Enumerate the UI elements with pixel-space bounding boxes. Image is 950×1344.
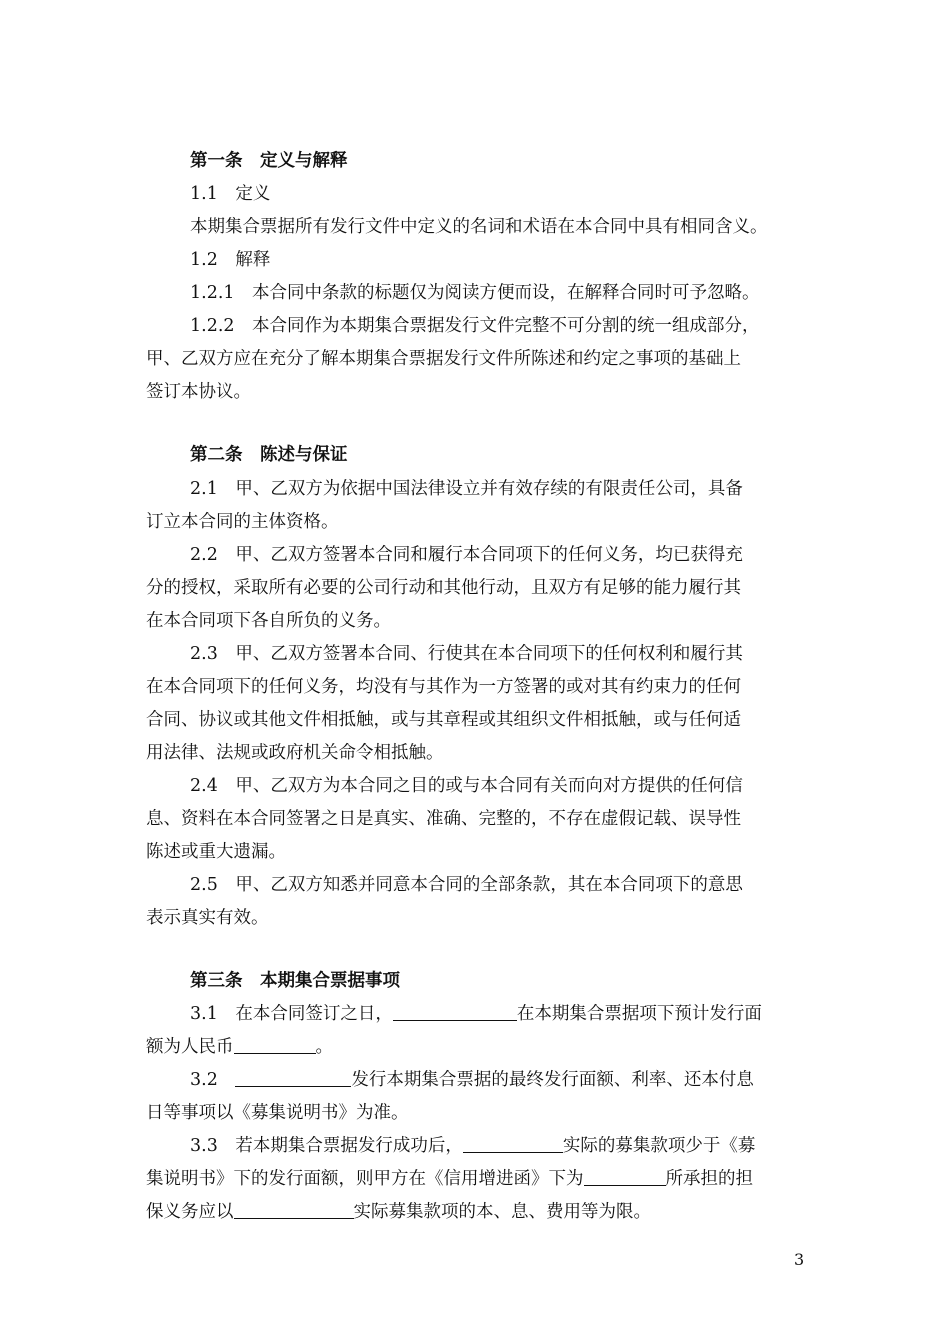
paragraph-3-2-line-2: 日等事项以《募集说明书》为准。	[146, 1103, 409, 1123]
paragraph-3-3-line-2-before-blank: 集说明书》下的发行面额，则甲方在《信用增进函》下为	[146, 1169, 584, 1189]
paragraph-2-2-line-1: 2.2 甲、乙双方签署本合同和履行本合同项下的任何义务，均已获得充	[190, 545, 743, 565]
paragraph-3-1-text-after-blank: 在本期集合票据项下预计发行面	[516, 1004, 762, 1024]
paragraph-2-4-line-2: 息、资料在本合同签署之日是真实、准确、完整的，不存在虚假记载、误导性	[146, 809, 741, 829]
article-1-title: 第一条 定义与解释	[190, 151, 348, 171]
section-1-1-heading: 1.1 定义	[190, 184, 271, 204]
paragraph-3-3-line-3-before-blank: 保义务应以	[146, 1202, 234, 1222]
article-3-title: 第三条 本期集合票据事项	[190, 971, 400, 991]
paragraph-2-3-line-4: 用法律、法规或政府机关命令相抵触。	[146, 743, 444, 763]
paragraph-3-3-line-3-after-blank: 实际募集款项的本、息、费用等为限。	[353, 1202, 651, 1222]
paragraph-2-2-line-2: 分的授权，采取所有必要的公司行动和其他行动，且双方有足够的能力履行其	[146, 578, 741, 598]
paragraph-3-1-text-before-blank: 3.1 在本合同签订之日，	[190, 1004, 393, 1024]
paragraph-1-1: 本期集合票据所有发行文件中定义的名词和术语在本合同中具有相同含义。	[190, 217, 768, 237]
paragraph-3-3-text-after-blank: 实际的募集款项少于《募	[562, 1136, 756, 1156]
article-2-title: 第二条 陈述与保证	[190, 445, 348, 465]
paragraph-3-2-text-after-blank: 发行本期集合票据的最终发行面额、利率、还本付息	[351, 1070, 754, 1090]
paragraph-2-4-line-3: 陈述或重大遗漏。	[146, 842, 286, 862]
paragraph-2-5-line-1: 2.5 甲、乙双方知悉并同意本合同的全部条款，其在本合同项下的意思	[190, 875, 743, 895]
paragraph-2-2-line-3: 在本合同项下各自所负的义务。	[146, 611, 391, 631]
paragraph-3-3-line-2-after-blank: 所承担的担	[665, 1169, 753, 1189]
paragraph-2-3-line-2: 在本合同项下的任何义务，均没有与其作为一方签署的或对其有约束力的任何	[146, 677, 741, 697]
paragraph-3-1-line-2	[146, 1036, 333, 1058]
fill-in-blank-3-2-party	[235, 1070, 351, 1087]
paragraph-1-2-2-line-1: 1.2.2 本合同作为本期集合票据发行文件完整不可分割的统一组成部分，	[190, 316, 760, 336]
fill-in-blank-3-3-guaranteed-party	[584, 1169, 666, 1186]
paragraph-3-2-number: 3.2	[190, 1070, 236, 1090]
fill-in-blank-3-1-party	[393, 1004, 517, 1021]
paragraph-3-2-line-1	[190, 1069, 754, 1091]
paragraph-2-3-line-1: 2.3 甲、乙双方签署本合同、行使其在本合同项下的任何权利和履行其	[190, 644, 743, 664]
paragraph-3-1-amount-label: 额为人民币	[146, 1037, 234, 1057]
paragraph-3-1-line-1	[190, 1003, 762, 1025]
paragraph-3-3-line-3	[146, 1201, 651, 1223]
section-1-2-heading: 1.2 解释	[190, 250, 271, 270]
paragraph-3-3-line-2	[146, 1168, 753, 1190]
paragraph-3-3-line-1	[190, 1135, 755, 1157]
paragraph-2-1-line-1: 2.1 甲、乙双方为依据中国法律设立并有效存续的有限责任公司，具备	[190, 479, 743, 499]
page-number: 3	[794, 1250, 805, 1269]
paragraph-3-1-period: 。	[315, 1037, 333, 1057]
paragraph-1-2-1: 1.2.1 本合同中条款的标题仅为阅读方便而设，在解释合同时可予忽略。	[190, 283, 760, 303]
fill-in-blank-3-1-amount	[234, 1037, 316, 1054]
fill-in-blank-3-3-party	[463, 1136, 563, 1153]
paragraph-2-5-line-2: 表示真实有效。	[146, 908, 269, 928]
paragraph-2-4-line-1: 2.4 甲、乙双方为本合同之目的或与本合同有关而向对方提供的任何信	[190, 776, 743, 796]
paragraph-1-2-2-line-2: 甲、乙双方应在充分了解本期集合票据发行文件所陈述和约定之事项的基础上	[146, 349, 741, 369]
paragraph-1-2-2-line-3: 签订本协议。	[146, 382, 251, 402]
paragraph-2-3-line-3: 合同、协议或其他文件相抵触，或与其章程或其组织文件相抵触，或与任何适	[146, 710, 741, 730]
paragraph-3-3-text-before-blank: 3.3 若本期集合票据发行成功后，	[190, 1136, 463, 1156]
paragraph-2-1-line-2: 订立本合同的主体资格。	[146, 512, 339, 532]
fill-in-blank-3-3-issuer	[234, 1202, 354, 1219]
